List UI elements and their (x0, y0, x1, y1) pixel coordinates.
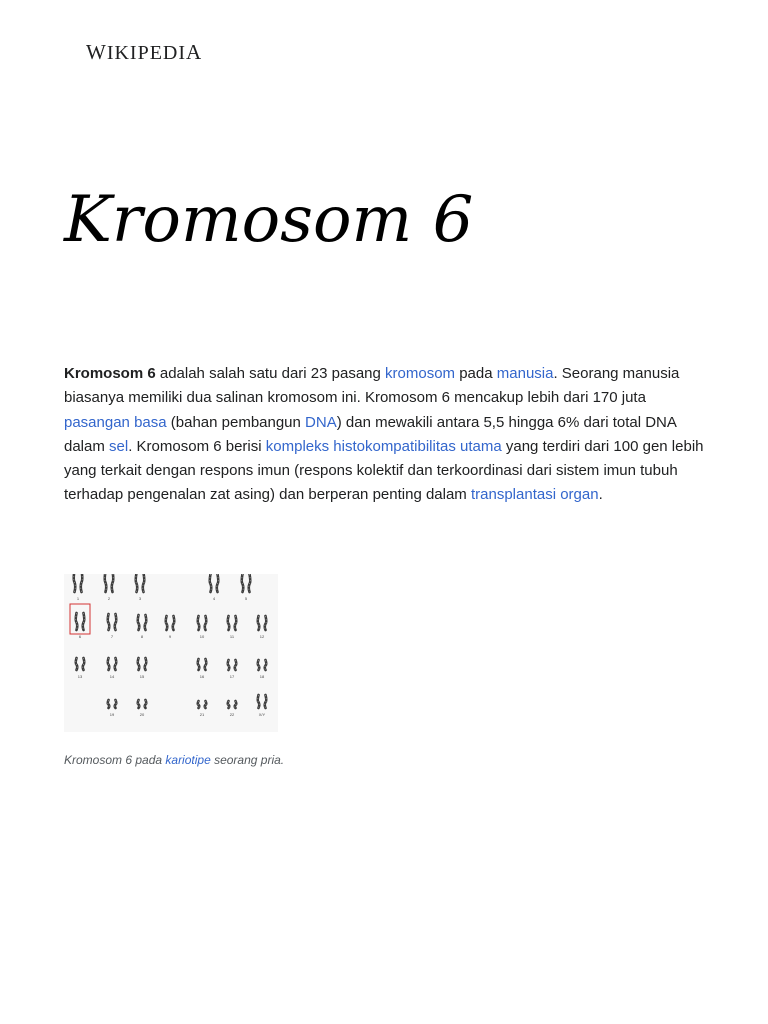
chromosome (265, 660, 267, 670)
link-kariotipe[interactable]: kariotipe (165, 753, 211, 767)
intro-text: pada (455, 365, 497, 382)
logo-letter-w: W (86, 40, 107, 64)
link-kompleks-histokompatibilitas-utama[interactable]: kompleks histokompatibilitas utama (265, 437, 502, 455)
chromosome-pair-3 (136, 574, 145, 601)
chromosome-pair-20 (138, 700, 147, 717)
chromosome (138, 658, 140, 670)
chromosome-number: X/Y (258, 712, 266, 717)
page-title: Kromosom 6 (64, 183, 474, 257)
highlight-box (70, 604, 90, 634)
chromosome-number: 22 (229, 712, 235, 717)
chromosome-pair-8 (138, 615, 147, 639)
chromosome-pair-23 (258, 695, 267, 717)
chromosome (228, 660, 230, 670)
logo-letter-a: A (186, 40, 203, 64)
chromosome-number: 18 (259, 674, 265, 679)
chromosome-number: 15 (139, 674, 145, 679)
intro-text: yang terdiri dari 100 gen lebih yang terkait dengan respons imun (respons kolektif dan terkoordinasi dari sistem imun tubuh terhadap pengenalan zat asing) dan berperan penting dalam (64, 437, 704, 504)
chromosome-number: 17 (229, 674, 235, 679)
subject-bold: Kromosom 6 (64, 365, 156, 382)
intro-text: ) dan mewakili antara 5,5 hingga 6% dari total DNA dalam (64, 413, 677, 455)
chromosome (145, 658, 147, 670)
chromosome-number: 11 (229, 634, 235, 639)
chromosome (76, 658, 78, 670)
link-kromosom[interactable]: kromosom (385, 365, 456, 382)
chromosome (115, 658, 117, 670)
caption-text: Kromosom 6 pada (64, 753, 166, 767)
intro-text: . (598, 486, 603, 504)
chromosome-pair-10 (198, 616, 207, 639)
chromosome-number: 1 (76, 596, 80, 601)
chromosome-pair-17 (228, 660, 237, 679)
chromosome-pair-15 (138, 658, 147, 679)
chromosome (235, 660, 237, 670)
intro-text: (bahan pembangun (166, 413, 306, 431)
chromosome-number: 5 (244, 596, 248, 601)
caption-text: seorang pria. (210, 753, 285, 767)
chromosome-number: 7 (110, 634, 114, 639)
chromosome-number: 20 (139, 712, 145, 717)
chromosome-number: 9 (168, 634, 172, 639)
link-dna[interactable]: DNA (305, 413, 337, 431)
chromosome-number: 4 (212, 596, 216, 601)
chromosome-pair-19 (108, 700, 117, 717)
karyotype-drawing (64, 574, 278, 732)
chromosome-number: 8 (140, 634, 144, 639)
chromosome-pair-16 (198, 659, 207, 679)
chromosome (76, 613, 78, 630)
chromosome-number: 3 (138, 596, 142, 601)
figure-caption (64, 753, 284, 767)
chromosome-number: 19 (109, 712, 115, 717)
link-transplantasi-organ[interactable]: transplantasi organ (470, 486, 599, 504)
chromosome-pair-22 (228, 701, 237, 717)
chromosome-number: 10 (199, 634, 205, 639)
link-sel[interactable]: sel (109, 437, 129, 455)
karyotype-image[interactable] (64, 574, 278, 732)
chromosome-pair-11 (228, 616, 237, 639)
chromosome-pair-18 (258, 660, 267, 679)
chromosome-number: 6 (78, 634, 82, 639)
link-pasangan-basa[interactable]: pasangan basa (64, 413, 167, 431)
chromosome-pair-1 (74, 574, 83, 601)
link-manusia[interactable]: manusia (496, 365, 554, 382)
chromosome-pair-6 (70, 604, 90, 639)
chromosome-number: 12 (259, 634, 265, 639)
chromosome-pair-21 (198, 701, 207, 717)
chromosome-number: 13 (77, 674, 83, 679)
chromosome-pair-13 (76, 658, 85, 679)
chromosome-pair-9 (166, 616, 175, 639)
chromosome-number: 21 (199, 712, 205, 717)
intro-text: . Kromosom 6 berisi (128, 437, 266, 455)
chromosome-pair-14 (108, 658, 117, 679)
chromosome-number: 16 (199, 674, 205, 679)
chromosome-pair-2 (105, 574, 114, 601)
chromosome (108, 658, 110, 670)
chromosome-pair-7 (108, 614, 117, 639)
chromosome (83, 658, 85, 670)
wikipedia-wordmark[interactable] (86, 40, 202, 65)
chromosome (108, 614, 110, 630)
chromosome (83, 613, 85, 630)
chromosome-pair-5 (242, 574, 251, 601)
logo-letters: IKIPEDI (106, 42, 187, 64)
chromosome-pair-4 (210, 574, 219, 601)
intro-text: adalah salah satu dari 23 pasang (155, 365, 386, 382)
chromosome-number: 14 (109, 674, 115, 679)
intro-text: . Seorang manusia biasanya memiliki dua salinan kromosom ini. Kromosom 6 mencakup lebih dari 170 juta (64, 365, 680, 407)
intro-paragraph (64, 362, 704, 508)
chromosome (115, 614, 117, 630)
chromosome-pair-12 (258, 616, 267, 639)
chromosome (258, 660, 260, 670)
chromosome-number: 2 (107, 596, 111, 601)
